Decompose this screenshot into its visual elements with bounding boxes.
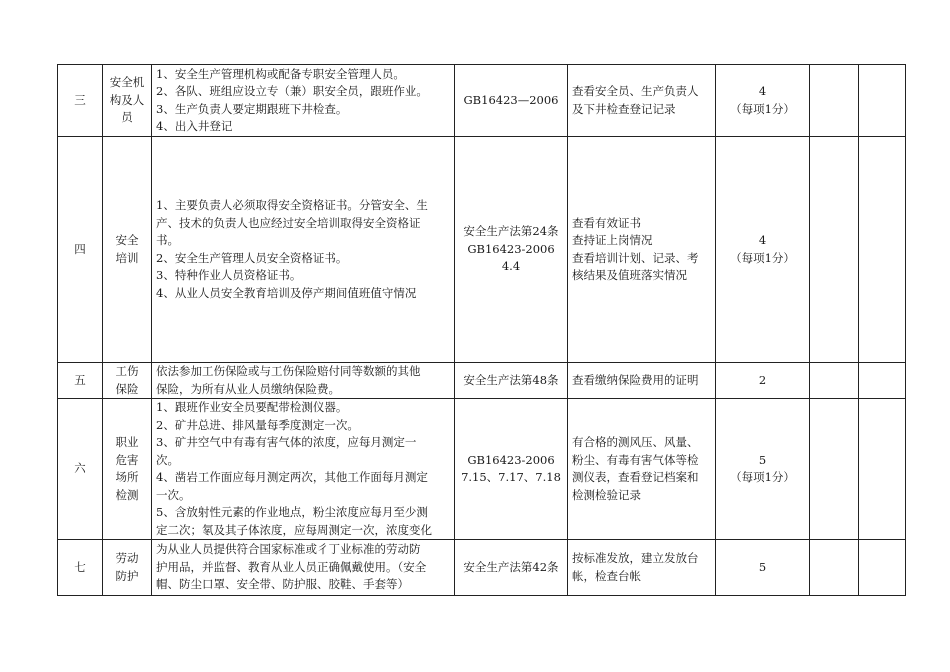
check-method-line: 查看有效证书 — [572, 215, 641, 230]
remark-cell — [859, 399, 906, 540]
content-line: 3、生产负责人要定期跟班下井检查。 — [156, 101, 348, 116]
deduction-cell — [810, 399, 859, 540]
row-number: 四 — [58, 137, 103, 363]
remark-cell — [859, 137, 906, 363]
content-line: 2、矿井总进、排风量每季度测定一次。 — [156, 417, 359, 432]
content-line: 5、含放射性元素的作业地点，粉尘浓度应每月至少测 — [156, 505, 428, 519]
basis — [455, 65, 568, 137]
content-line: 1、主要负责人必须取得安全资格证书。分管安全、生 — [156, 198, 428, 212]
item-name-text: 安全培训 — [115, 233, 139, 265]
basis — [455, 363, 568, 399]
content-line: 4、凿岩工作面应每月测定两次，其他工作面每月测定 — [156, 470, 428, 484]
content-line: 2、各队、班组应设立专（兼）职安全员，跟班作业。 — [156, 84, 428, 98]
content-line: 护用品，并监督、教育从业人员正确佩戴使用。（安全 — [156, 559, 427, 574]
score — [716, 137, 810, 363]
row-number: 五 — [58, 363, 103, 399]
content-line: 4、从业人员安全教育培训及停产期间值班值守情况 — [156, 285, 417, 300]
check-method — [568, 540, 716, 596]
check-method-line: 及下井检查登记记录 — [572, 101, 676, 116]
basis — [455, 399, 568, 540]
check-method-line: 粉尘、有毒有害气体等检 — [572, 452, 699, 467]
check-method-line: 查看培训计划、记录、考 — [572, 250, 699, 265]
content-line: 书。 — [156, 233, 179, 247]
deduction-cell — [810, 540, 859, 596]
check-method — [568, 137, 716, 363]
remark-cell — [859, 540, 906, 596]
score — [716, 363, 810, 399]
basis-line: 4.4 — [501, 259, 521, 274]
item-name — [103, 363, 152, 399]
check-method-line: 帐，检查台帐 — [572, 568, 641, 583]
check-method — [568, 363, 716, 399]
table-row — [58, 137, 906, 363]
inspection-table — [57, 64, 906, 596]
content-line: 1、跟班作业安全员要配带检测仪器。 — [156, 400, 348, 414]
row-number: 三 — [58, 65, 103, 137]
content — [152, 363, 455, 399]
content-line: 1、安全生产管理机构或配备专职安全管理人员。 — [156, 66, 405, 81]
score-line: 4 — [758, 84, 767, 98]
table-row — [58, 363, 906, 399]
content-line: 4、出入井登记 — [156, 119, 233, 133]
basis-line: GB16423—2006 — [463, 92, 559, 107]
check-method — [568, 399, 716, 540]
basis-line: 安全生产法第42条 — [463, 559, 559, 574]
check-method-line: 核结果及值班落实情况 — [572, 268, 687, 282]
table-row — [58, 540, 906, 596]
content-line: 帽、防尘口罩、安全带、防护服、胶鞋、手套等） — [156, 577, 409, 592]
content-line: 3、矿井空气中有毒有害气体的浓度，应每月测定一 — [156, 435, 417, 449]
item-name — [103, 137, 152, 363]
item-name — [103, 540, 152, 596]
score-line: 2 — [758, 372, 767, 387]
item-name-text: 工伤保险 — [115, 364, 139, 396]
remark-cell — [859, 65, 906, 137]
score — [716, 540, 810, 596]
basis-line: GB16423-2006 — [467, 241, 555, 256]
check-method — [568, 65, 716, 137]
check-method-line: 按标准发放，建立发放台 — [572, 551, 699, 565]
check-method-line: 查持证上岗情况 — [572, 233, 653, 247]
score-line: （每项1分） — [730, 101, 795, 116]
basis-line: GB16423-2006 — [467, 452, 555, 467]
basis — [455, 137, 568, 363]
score-line: 5 — [758, 452, 767, 467]
item-name-text: 职业危害场所检测 — [115, 435, 139, 502]
content-line: 依法参加工伤保险或与工伤保险赔付同等数额的其他 — [156, 364, 421, 378]
basis-line: 安全生产法第48条 — [463, 372, 559, 387]
content — [152, 65, 455, 137]
deduction-cell — [810, 137, 859, 363]
content-line: 一次。 — [156, 487, 191, 502]
table-row — [58, 65, 906, 137]
content-line: 为从业人员提供符合国家标准或彳丁业标准的劳动防 — [156, 542, 421, 557]
content — [152, 540, 455, 596]
deduction-cell — [810, 363, 859, 399]
content-line: 次。 — [156, 452, 179, 467]
check-method-line: 查看安全员、生产负责人 — [572, 84, 699, 98]
check-method-line: 查看缴纳保险费用的证明 — [572, 372, 699, 387]
check-method-line: 检测检验记录 — [572, 487, 641, 502]
score — [716, 399, 810, 540]
content-line: 2、安全生产管理人员安全资格证书。 — [156, 250, 348, 265]
deduction-cell — [810, 65, 859, 137]
basis-line: 安全生产法第24条 — [463, 224, 559, 239]
remark-cell — [859, 363, 906, 399]
score-line: 5 — [758, 559, 767, 574]
score-line: （每项1分） — [730, 250, 795, 265]
content — [152, 137, 455, 363]
content-line: 3、特种作业人员资格证书。 — [156, 268, 302, 282]
check-method-line: 测仪表，查看登记档案和 — [572, 470, 699, 484]
score-line: 4 — [758, 233, 767, 247]
row-number: 六 — [58, 399, 103, 540]
check-method-line: 有合格的测风压、风量、 — [572, 435, 699, 449]
row-number: 七 — [58, 540, 103, 596]
item-name-text: 安全机构及人员 — [109, 75, 145, 125]
item-name — [103, 399, 152, 540]
content-line: 定二次；氡及其子体浓度，应每周测定一次，浓度变化 — [156, 522, 432, 537]
content-line: 产、技术的负责人也应经过安全培训取得安全资格证 — [156, 215, 421, 230]
score-line: （每项1分） — [730, 470, 795, 484]
content-line: 保险，为所有从业人员缴纳保险费。 — [156, 381, 340, 396]
item-name — [103, 65, 152, 137]
basis — [455, 540, 568, 596]
item-name-text: 劳动防护 — [115, 551, 139, 583]
table-row — [58, 399, 906, 540]
score — [716, 65, 810, 137]
content — [152, 399, 455, 540]
basis-line: 7.15、7.17、7.18 — [461, 470, 561, 484]
